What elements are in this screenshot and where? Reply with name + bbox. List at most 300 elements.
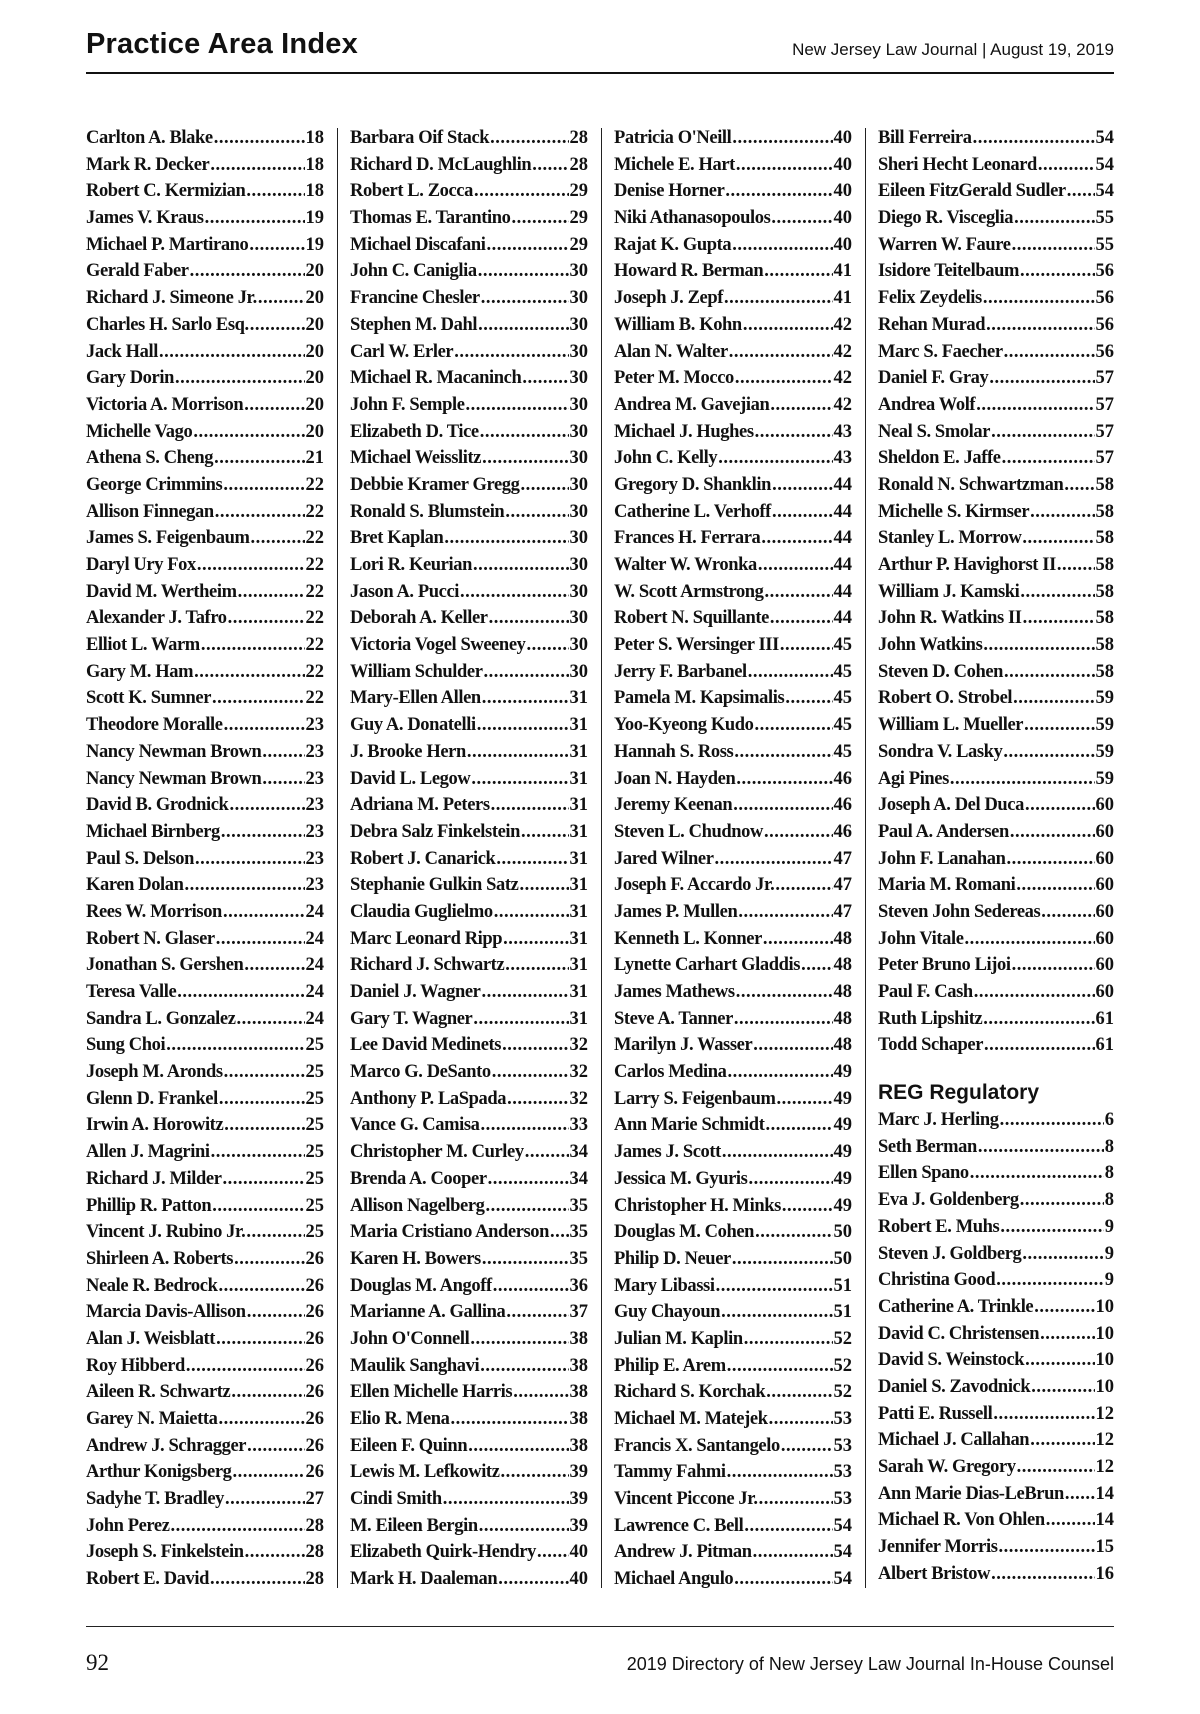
entry-page: 35 — [569, 1222, 588, 1243]
entry-page: 30 — [569, 394, 588, 415]
entry-page: 23 — [305, 821, 324, 842]
entry-name: Lewis M. Lefkowitz — [350, 1462, 500, 1483]
dot-leader — [1065, 1484, 1095, 1505]
entry-name: Allen J. Magrini — [86, 1142, 210, 1163]
dot-leader — [770, 395, 832, 416]
entry-name: Sheri Hecht Leonard — [878, 154, 1037, 175]
entry-name: Jared Wilner — [614, 848, 714, 869]
entry-page: 48 — [833, 928, 852, 949]
index-entry — [614, 235, 852, 262]
entry-page: 25 — [305, 1088, 324, 1109]
index-entry — [86, 982, 324, 1009]
index-entry — [350, 1115, 588, 1142]
index-entry — [350, 342, 588, 369]
dot-leader — [532, 155, 568, 176]
dot-leader — [722, 1142, 833, 1163]
entry-page: 54 — [833, 1515, 852, 1536]
index-entry — [878, 1350, 1114, 1377]
entry-name: Carl W. Erler — [350, 341, 454, 362]
dot-leader — [754, 715, 832, 736]
dot-leader — [743, 315, 833, 336]
entry-page: 28 — [305, 1542, 324, 1563]
entry-name: Debbie Kramer Gregg — [350, 474, 520, 495]
dot-leader — [233, 1462, 305, 1483]
entry-name: Andrea Wolf — [878, 394, 976, 415]
entry-page: 30 — [569, 555, 588, 575]
entry-page: 40 — [833, 128, 852, 148]
dot-leader — [481, 288, 569, 309]
entry-page: 10 — [1095, 1323, 1114, 1344]
index-entry — [350, 422, 588, 449]
dot-leader — [490, 128, 568, 149]
index-entry — [350, 849, 588, 876]
index-entry — [614, 155, 852, 182]
index-entry — [878, 982, 1114, 1009]
dot-leader — [1017, 1457, 1095, 1478]
dot-leader — [496, 849, 568, 870]
index-entry — [878, 1244, 1114, 1271]
index-entry — [614, 902, 852, 929]
entry-page: 32 — [569, 1088, 588, 1109]
entry-page: 51 — [833, 1275, 852, 1296]
entry-name: Andrew J. Schragger — [86, 1435, 247, 1456]
entry-page: 50 — [833, 1248, 852, 1269]
entry-page: 21 — [305, 448, 324, 469]
index-entry — [614, 822, 852, 849]
entry-page: 26 — [305, 1275, 324, 1296]
dot-leader — [715, 849, 833, 870]
index-entry — [614, 715, 852, 742]
entry-name: John C. Kelly — [614, 448, 718, 469]
entry-page: 30 — [569, 474, 588, 495]
index-entry — [614, 635, 852, 662]
index-entry — [350, 261, 588, 288]
dot-leader — [974, 982, 1095, 1003]
entry-page: 60 — [1095, 955, 1114, 976]
index-entry — [86, 1249, 324, 1276]
entry-name: Gary M. Ham — [86, 661, 194, 682]
dot-leader — [477, 715, 569, 736]
index-entry — [614, 849, 852, 876]
entry-name: W. Scott Armstrong — [614, 581, 764, 602]
entry-page: 54 — [1095, 181, 1114, 202]
entry-page: 57 — [1095, 394, 1114, 415]
entry-page: 58 — [1095, 608, 1114, 629]
dot-leader — [771, 208, 832, 229]
entry-name: Douglas M. Angoff — [350, 1275, 492, 1296]
entry-page: 59 — [1095, 741, 1114, 762]
index-entry — [878, 448, 1114, 475]
entry-name: Ruth Lipshitz — [878, 1008, 983, 1029]
index-entry — [614, 261, 852, 288]
entry-name: Gregory D. Shanklin — [614, 474, 772, 495]
index-entry — [878, 502, 1114, 529]
index-entry — [614, 1302, 852, 1329]
dot-leader — [225, 1489, 305, 1510]
index-entry — [86, 769, 324, 796]
entry-name: Robert N. Glaser — [86, 928, 215, 949]
index-entry — [86, 715, 324, 742]
index-entry — [350, 582, 588, 609]
dot-leader — [744, 1516, 832, 1537]
index-entry — [614, 688, 852, 715]
entry-name: John Vitale — [878, 928, 964, 949]
index-entry — [878, 822, 1114, 849]
dot-leader — [1067, 181, 1095, 202]
entry-name: Rajat K. Gupta — [614, 234, 732, 255]
entry-name: Robert E. Muhs — [878, 1216, 1000, 1237]
entry-page: 31 — [569, 795, 588, 816]
entry-name: Theodore Moralle — [86, 715, 223, 736]
index-entry — [86, 1542, 324, 1569]
dot-leader — [244, 395, 304, 416]
entry-name: James Mathews — [614, 982, 735, 1002]
entry-page: 52 — [833, 1355, 852, 1376]
index-entry — [614, 795, 852, 822]
entry-page: 31 — [569, 1008, 588, 1029]
publication-line: New Jersey Law Journal | August 19, 2019 — [792, 40, 1114, 59]
index-columns — [86, 128, 1114, 1598]
entry-name: Allison Finnegan — [86, 501, 214, 522]
entry-page: 58 — [1095, 635, 1114, 656]
index-entry — [614, 982, 852, 1009]
dot-leader — [984, 1035, 1094, 1056]
entry-page: 41 — [833, 288, 852, 309]
entry-name: Michael Discafani — [350, 234, 486, 255]
entry-page: 30 — [569, 421, 588, 442]
entry-name: John F. Lanahan — [878, 848, 1006, 869]
dot-leader — [983, 635, 1094, 656]
entry-name: John Watkins — [878, 635, 983, 656]
dot-leader — [1004, 342, 1095, 363]
entry-name: James V. Kraus — [86, 208, 204, 229]
entry-page: 22 — [305, 688, 324, 709]
entry-page: 44 — [833, 528, 852, 549]
index-entry — [878, 288, 1114, 315]
entry-page: 40 — [833, 208, 852, 229]
index-entry — [86, 475, 324, 502]
entry-page: 18 — [305, 128, 324, 148]
entry-page: 35 — [569, 1195, 588, 1216]
entry-page: 50 — [833, 1222, 852, 1243]
index-entry — [614, 502, 852, 529]
dot-leader — [481, 982, 568, 1003]
dot-leader — [716, 1276, 833, 1297]
entry-name: Joseph S. Finkelstein — [86, 1542, 244, 1563]
index-entry — [350, 662, 588, 689]
index-entry — [350, 1089, 588, 1116]
entry-name: Michael Weisslitz — [350, 448, 482, 469]
dot-leader — [1040, 1324, 1094, 1345]
entry-page: 36 — [569, 1275, 588, 1296]
dot-leader — [785, 688, 832, 709]
entry-page: 20 — [305, 421, 324, 442]
entry-page: 44 — [833, 608, 852, 629]
entry-page: 61 — [1095, 1008, 1114, 1029]
entry-page: 16 — [1095, 1563, 1114, 1584]
entry-page: 52 — [833, 1328, 852, 1349]
section-heading-regulatory: REG Regulatory — [878, 1081, 1040, 1105]
index-entry — [614, 1329, 852, 1356]
index-entry — [614, 742, 852, 769]
entry-name: Joseph J. Zepf — [614, 288, 724, 309]
dot-leader — [748, 1169, 832, 1190]
dot-leader — [761, 528, 832, 549]
entry-name: John O'Connell — [350, 1328, 470, 1349]
dot-leader — [718, 448, 832, 469]
page-number: 92 — [86, 1650, 109, 1675]
entry-page: 31 — [569, 821, 588, 842]
entry-page: 58 — [1095, 581, 1114, 602]
dot-leader — [195, 849, 305, 870]
entry-name: Ann Marie Dias-LeBrun — [878, 1483, 1064, 1504]
dot-leader — [520, 475, 568, 496]
entry-page: 12 — [1095, 1403, 1114, 1424]
entry-name: Bret Kaplan — [350, 528, 444, 549]
entry-name: Carlos Medina — [614, 1062, 727, 1083]
dot-leader — [454, 342, 568, 363]
entry-page: 25 — [305, 1195, 324, 1216]
dot-leader — [782, 1196, 833, 1217]
index-entry — [350, 929, 588, 956]
entry-name: James J. Scott — [614, 1142, 721, 1163]
entry-page: 22 — [305, 581, 324, 602]
entry-name: Paul S. Delson — [86, 848, 194, 869]
index-entry — [350, 902, 588, 929]
entry-name: John C. Caniglia — [350, 261, 477, 282]
entry-name: Aileen R. Schwartz — [86, 1382, 231, 1403]
index-entry — [614, 1489, 852, 1516]
index-column-1 — [86, 128, 324, 1588]
index-entry — [350, 875, 588, 902]
entry-page: 56 — [1095, 314, 1114, 335]
entry-page: 42 — [833, 341, 852, 362]
index-entry — [878, 422, 1114, 449]
entry-name: Joseph F. Accardo Jr. — [614, 875, 775, 896]
dot-leader — [1020, 582, 1094, 603]
entry-name: Lynette Carhart Gladdis — [614, 955, 801, 976]
entry-name: Lee David Medinets — [350, 1035, 502, 1056]
entry-page: 46 — [833, 821, 852, 842]
dot-leader — [468, 1436, 568, 1457]
dot-leader — [214, 448, 304, 469]
entry-name: Charles H. Sarlo Esq. — [86, 314, 249, 335]
entry-name: Warren W. Faure — [878, 234, 1011, 255]
entry-page: 26 — [305, 1302, 324, 1323]
index-entry — [614, 1382, 852, 1409]
entry-name: Stanley L. Morrow — [878, 528, 1022, 549]
entry-name: Phillip R. Patton — [86, 1195, 212, 1216]
entry-page: 57 — [1095, 421, 1114, 442]
entry-page: 53 — [833, 1489, 852, 1510]
entry-name: Elio R. Mena — [350, 1409, 450, 1429]
index-entry — [350, 1276, 588, 1303]
index-entry — [350, 475, 588, 502]
entry-page: 30 — [569, 341, 588, 362]
dot-leader — [1023, 608, 1095, 629]
dot-leader — [244, 955, 304, 976]
entry-name: Jerry F. Barbanel — [614, 661, 747, 682]
entry-name: Lori R. Keurian — [350, 555, 472, 575]
entry-page: 38 — [569, 1409, 588, 1429]
entry-page: 45 — [833, 635, 852, 656]
dot-leader — [993, 1404, 1094, 1425]
dot-leader — [736, 982, 833, 1003]
entry-name: Robert C. Kermizian — [86, 181, 246, 202]
index-entry — [350, 1356, 588, 1383]
entry-name: Richard S. Korchak — [614, 1382, 766, 1403]
index-entry — [878, 742, 1114, 769]
entry-name: Sandra L. Gonzalez — [86, 1008, 236, 1029]
entry-page: 25 — [305, 1168, 324, 1189]
entry-page: 19 — [305, 208, 324, 229]
dot-leader — [721, 1302, 832, 1323]
entry-page: 61 — [1095, 1035, 1114, 1056]
entry-name: Marc Leonard Ripp — [350, 928, 503, 949]
index-entry — [878, 208, 1114, 235]
index-entry — [350, 315, 588, 342]
entry-name: Nancy Newman Brown — [86, 741, 262, 762]
entry-page: 47 — [833, 875, 852, 896]
index-entry — [350, 982, 588, 1009]
entry-page: 31 — [569, 768, 588, 789]
dot-leader — [507, 1089, 568, 1110]
entry-page: 25 — [305, 1222, 324, 1243]
entry-page: 23 — [305, 848, 324, 869]
index-entry — [350, 1249, 588, 1276]
index-entry — [86, 1382, 324, 1409]
entry-page: 59 — [1095, 768, 1114, 789]
index-entry — [614, 208, 852, 235]
entry-name: Steven J. Goldberg — [878, 1243, 1022, 1264]
dot-leader — [1003, 742, 1094, 763]
index-entry — [86, 1142, 324, 1169]
entry-page: 10 — [1095, 1376, 1114, 1397]
index-entry — [614, 1356, 852, 1383]
entry-page: 26 — [305, 1462, 324, 1483]
entry-page: 39 — [569, 1489, 588, 1510]
index-entry — [86, 342, 324, 369]
entry-page: 31 — [569, 741, 588, 762]
entry-page: 30 — [569, 528, 588, 549]
index-entry — [86, 1115, 324, 1142]
dot-leader — [262, 769, 304, 790]
index-entry — [614, 1169, 852, 1196]
entry-page: 54 — [1095, 128, 1114, 148]
entry-page: 54 — [833, 1542, 852, 1563]
dot-leader — [491, 795, 569, 816]
index-entry — [614, 929, 852, 956]
index-entry — [86, 875, 324, 902]
dot-leader — [1038, 155, 1095, 176]
entry-name: Adriana M. Peters — [350, 795, 490, 816]
dot-leader — [1010, 822, 1095, 843]
entry-name: Guy A. Donatelli — [350, 715, 476, 736]
dot-leader — [205, 208, 305, 229]
dot-leader — [481, 1115, 569, 1136]
index-entry — [86, 448, 324, 475]
index-entry — [878, 955, 1114, 982]
dot-leader — [519, 875, 568, 896]
index-column-2 — [350, 128, 588, 1588]
dot-leader — [727, 1062, 832, 1083]
entry-name: Michael R. Macaninch — [350, 368, 522, 389]
dot-leader — [246, 181, 304, 202]
dot-leader — [470, 1329, 568, 1350]
entry-name: Richard J. Milder — [86, 1168, 222, 1189]
entry-name: Michael J. Callahan — [878, 1430, 1030, 1451]
dot-leader — [487, 235, 569, 256]
entry-name: John R. Watkins II — [878, 608, 1022, 629]
entry-name: Gerald Faber — [86, 261, 189, 282]
index-entry — [86, 1462, 324, 1489]
dot-leader — [262, 742, 304, 763]
dot-leader — [772, 475, 832, 496]
index-entry — [86, 1196, 324, 1223]
entry-name: Marianne A. Gallina — [350, 1302, 506, 1323]
entry-page: 47 — [833, 848, 852, 869]
entry-name: Todd Schaper — [878, 1035, 984, 1056]
index-entry — [878, 528, 1114, 555]
entry-name: Peter Bruno Lijoi — [878, 955, 1011, 976]
index-entry — [86, 635, 324, 662]
index-entry — [86, 155, 324, 182]
dot-leader — [214, 128, 305, 149]
dot-leader — [736, 769, 832, 790]
dot-leader — [986, 315, 1094, 336]
index-entry — [614, 1222, 852, 1249]
entry-name: Karen H. Bowers — [350, 1248, 481, 1269]
index-entry — [614, 1542, 852, 1569]
entry-page: 60 — [1095, 901, 1114, 922]
entry-name: Richard D. McLaughlin — [350, 154, 532, 175]
dot-leader — [224, 1062, 305, 1083]
entry-name: Roy Hibberd — [86, 1355, 185, 1376]
index-entry — [878, 1137, 1114, 1164]
dot-leader — [991, 1564, 1094, 1585]
entry-page: 31 — [569, 688, 588, 709]
entry-name: Neal S. Smolar — [878, 421, 991, 442]
entry-name: John Perez — [86, 1515, 170, 1536]
dot-leader — [488, 1169, 569, 1190]
dot-leader — [801, 955, 832, 976]
dot-leader — [494, 902, 569, 923]
dot-leader — [479, 1516, 569, 1537]
index-entry — [878, 715, 1114, 742]
index-entry — [614, 1409, 852, 1436]
entry-page: 28 — [305, 1515, 324, 1536]
index-entry — [86, 368, 324, 395]
entry-name: Arthur Konigsberg — [86, 1462, 232, 1483]
dot-leader — [482, 448, 568, 469]
entry-page: 54 — [833, 1569, 852, 1590]
entry-page: 60 — [1095, 821, 1114, 842]
index-entry — [614, 1062, 852, 1089]
index-entry — [350, 1382, 588, 1409]
entry-name: Arthur P. Havighorst II — [878, 555, 1056, 575]
dot-leader — [1046, 1510, 1095, 1531]
index-entry — [86, 822, 324, 849]
entry-name: Philip E. Arem — [614, 1355, 726, 1376]
entry-page: 54 — [1095, 154, 1114, 175]
index-entry — [614, 1196, 852, 1223]
dot-leader — [1024, 715, 1094, 736]
entry-page: 34 — [569, 1142, 588, 1163]
entry-name: Christopher M. Curley — [350, 1142, 524, 1163]
entry-name: J. Brooke Hern — [350, 741, 466, 762]
index-entry — [350, 955, 588, 982]
entry-name: Victoria Vogel Sweeney — [350, 635, 526, 656]
